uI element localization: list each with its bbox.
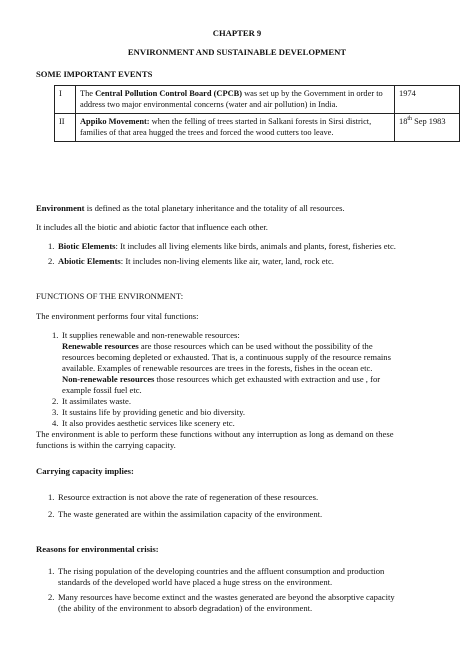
table-row <box>55 86 460 114</box>
event-number: II <box>55 114 76 142</box>
event-description: The Central Pollution Control Board (CPCB) was set up by the Government in order to address two major environmental concerns (water and air pollution) in India. <box>76 86 395 114</box>
list-item: 2. Many resources have become extinct and the wastes generated are beyond the absorptive capacity <box>48 592 395 602</box>
event-name: Central Pollution Control Board (CPCB) <box>95 89 242 98</box>
crisis-list: 1. The rising population of the developing countries and the affluent consumption and production standards of the developed world have placed a huge stress on the environment. 2. Many resources have become extinct and the wastes generated are beyond the absorptive capacity (the ability of the environment to absorb degradation) of the environment. <box>48 566 395 613</box>
events-table <box>54 85 460 142</box>
list-item: 1. Biotic Elements: It includes all living elements like birds, animals and plants, forest, fisheries etc. <box>48 241 396 251</box>
list-item: 2. The waste generated are within the assimilation capacity of the environment. <box>48 509 323 519</box>
events-heading: SOME IMPORTANT EVENTS <box>36 69 153 79</box>
elements-list <box>48 241 396 267</box>
functions-heading: FUNCTIONS OF THE ENVIRONMENT: <box>36 291 184 301</box>
list-item: 2. Abiotic Elements: It includes non-living elements like air, water, land, rock etc. <box>48 256 334 266</box>
event-name: Appiko Movement: <box>80 117 150 126</box>
list-item: 1. Resource extraction is not above the rate of regeneration of these resources. <box>48 492 319 502</box>
event-date: 18th Sep 1983 <box>395 114 460 142</box>
carrying-text: The environment is able to perform these functions without any interruption as long as demand on these functions is within the carrying capacity. <box>36 429 394 450</box>
chapter-number: CHAPTER 9 <box>212 28 262 38</box>
environment-definition: Environment is defined as the total planetary inheritance and the totality of all resources. <box>36 203 345 213</box>
functions-intro: The environment performs four vital functions: <box>36 311 199 321</box>
list-item: 2. It assimilates waste. <box>52 396 131 406</box>
functions-list: 1. It supplies renewable and non-renewable resources: Renewable resources are those resources which can be used without the possibility of the resources becoming depleted or exhausted. That is, a continuous supply of the resource remains available. Examples of renewable resources are trees in the forests, fishes in the ocean etc. Non-renewable resources those resources which get exhausted with extraction and use , for example fossil fuel etc. 2. It assimilates waste. 3. It sustains life by providing genetic and bio diversity. 4. It also provides aesthetic services like scenery etc. <box>52 330 391 428</box>
list-item: 3. It sustains life by providing genetic and bio diversity. <box>52 407 245 417</box>
list-item: Renewable resources are those resources which can be used without the possibility of the <box>62 341 373 351</box>
carrying-list <box>48 492 322 520</box>
list-item: Non-renewable resources those resources which get exhausted with extraction and use , for <box>62 374 381 384</box>
list-item: 1. The rising population of the developing countries and the affluent consumption and production <box>48 566 385 576</box>
includes-text: It includes all the biotic and abiotic factor that influence each other. <box>36 222 268 232</box>
crisis-heading: Reasons for environmental crisis: <box>36 544 159 554</box>
list-item: 4. It also provides aesthetic services like scenery etc. <box>52 418 235 428</box>
list-item: 1. It supplies renewable and non-renewable resources: <box>52 330 240 340</box>
event-date: 1974 <box>395 86 460 114</box>
table-row <box>55 114 460 142</box>
chapter-title: ENVIRONMENT AND SUSTAINABLE DEVELOPMENT <box>127 47 347 57</box>
event-number: I <box>55 86 76 114</box>
event-description: Appiko Movement: when the felling of trees started in Salkani forests in Sirsi district, families of that area hugged the trees and forced the wood cutters too leave. <box>76 114 395 142</box>
carrying-heading: Carrying capacity implies: <box>36 466 134 476</box>
